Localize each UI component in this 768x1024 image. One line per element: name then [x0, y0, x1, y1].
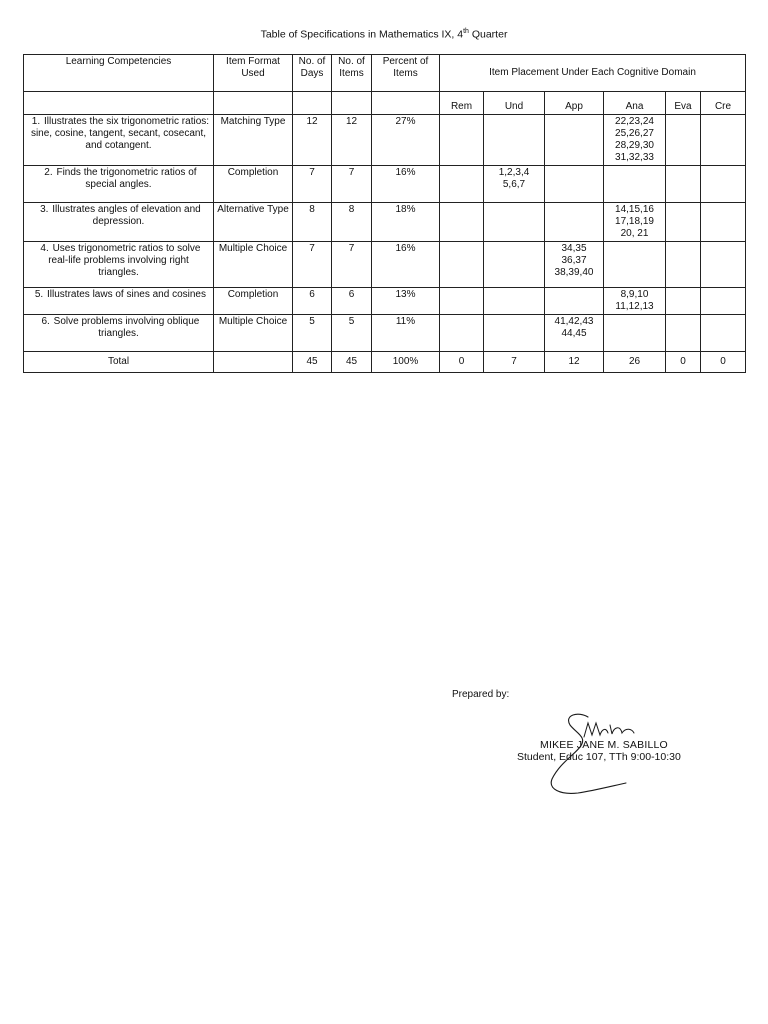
- item-format-cell: Multiple Choice: [214, 315, 293, 352]
- item-format-cell: Completion: [214, 166, 293, 203]
- cre-cell: [701, 288, 746, 315]
- percent-cell: 18%: [372, 203, 440, 242]
- rem-cell: [440, 288, 484, 315]
- total-label: Total: [24, 352, 214, 373]
- und-cell: [484, 315, 545, 352]
- app-cell: [545, 115, 604, 166]
- prepared-by-label: Prepared by:: [452, 689, 510, 700]
- app-cell: [545, 288, 604, 315]
- percent-cell: 11%: [372, 315, 440, 352]
- table-row: [24, 115, 746, 166]
- days-cell: 12: [293, 115, 332, 166]
- competency-cell: 5. Illustrates laws of sines and cosines: [24, 288, 214, 315]
- app-cell: 34,35 36,37 38,39,40: [545, 242, 604, 288]
- total-und: 7: [484, 352, 545, 373]
- competency-cell: 2. Finds the trigonometric ratios of special angles.: [24, 166, 214, 203]
- competency-cell: 4. Uses trigonometric ratios to solve real-life problems involving right triangles.: [24, 242, 214, 288]
- total-cre: 0: [701, 352, 746, 373]
- eva-cell: [666, 242, 701, 288]
- header-item-format: Item Format Used: [214, 55, 293, 92]
- table-row: [24, 315, 746, 352]
- subheader-blank: [293, 92, 332, 115]
- days-cell: 7: [293, 242, 332, 288]
- percent-cell: 13%: [372, 288, 440, 315]
- und-cell: 1,2,3,4 5,6,7: [484, 166, 545, 203]
- specifications-table: [23, 54, 746, 373]
- eva-cell: [666, 115, 701, 166]
- eva-cell: [666, 315, 701, 352]
- percent-cell: 27%: [372, 115, 440, 166]
- header-rem: Rem: [440, 92, 484, 115]
- item-format-cell: Multiple Choice: [214, 242, 293, 288]
- page-title: Table of Specifications in Mathematics IX, 4th Quarter: [260, 28, 508, 41]
- header-percent: Percent of Items: [372, 55, 440, 92]
- app-cell: [545, 203, 604, 242]
- und-cell: [484, 288, 545, 315]
- header-app: App: [545, 92, 604, 115]
- und-cell: [484, 203, 545, 242]
- total-app: 12: [545, 352, 604, 373]
- app-cell: 41,42,43 44,45: [545, 315, 604, 352]
- subheader-row: [24, 92, 746, 115]
- days-cell: 8: [293, 203, 332, 242]
- total-rem: 0: [440, 352, 484, 373]
- table-row: [24, 166, 746, 203]
- total-ana: 26: [604, 352, 666, 373]
- cre-cell: [701, 115, 746, 166]
- rem-cell: [440, 242, 484, 288]
- total-percent: 100%: [372, 352, 440, 373]
- subheader-blank: [214, 92, 293, 115]
- competency-cell: 1. Illustrates the six trigonometric ratios: sine, cosine, tangent, secant, cosecant, and cotangent.: [24, 115, 214, 166]
- header-days: No. of Days: [293, 55, 332, 92]
- items-cell: 7: [332, 242, 372, 288]
- total-eva: 0: [666, 352, 701, 373]
- days-cell: 5: [293, 315, 332, 352]
- rem-cell: [440, 203, 484, 242]
- und-cell: [484, 242, 545, 288]
- header-eva: Eva: [666, 92, 701, 115]
- rem-cell: [440, 315, 484, 352]
- ana-cell: 14,15,16 17,18,19 20, 21: [604, 203, 666, 242]
- percent-cell: 16%: [372, 166, 440, 203]
- preparer-name: MIKEE JANE M. SABILLO: [540, 739, 668, 751]
- app-cell: [545, 166, 604, 203]
- days-cell: 6: [293, 288, 332, 315]
- days-cell: 7: [293, 166, 332, 203]
- header-cognitive-domain: Item Placement Under Each Cognitive Domain: [440, 55, 746, 92]
- subheader-blank: [24, 92, 214, 115]
- ana-cell: [604, 315, 666, 352]
- rem-cell: [440, 166, 484, 203]
- item-format-cell: Matching Type: [214, 115, 293, 166]
- items-cell: 5: [332, 315, 372, 352]
- ana-cell: [604, 242, 666, 288]
- ana-cell: 8,9,10 11,12,13: [604, 288, 666, 315]
- cre-cell: [701, 166, 746, 203]
- percent-cell: 16%: [372, 242, 440, 288]
- subheader-blank: [332, 92, 372, 115]
- cre-cell: [701, 315, 746, 352]
- total-items: 45: [332, 352, 372, 373]
- cre-cell: [701, 242, 746, 288]
- eva-cell: [666, 203, 701, 242]
- items-cell: 6: [332, 288, 372, 315]
- ana-cell: 22,23,24 25,26,27 28,29,30 31,32,33: [604, 115, 666, 166]
- table-row: [24, 203, 746, 242]
- header-competencies: Learning Competencies: [24, 55, 214, 92]
- header-ana: Ana: [604, 92, 666, 115]
- ana-cell: [604, 166, 666, 203]
- eva-cell: [666, 166, 701, 203]
- cre-cell: [701, 203, 746, 242]
- competency-cell: 3. Illustrates angles of elevation and depression.: [24, 203, 214, 242]
- header-und: Und: [484, 92, 545, 115]
- total-days: 45: [293, 352, 332, 373]
- item-format-cell: Completion: [214, 288, 293, 315]
- item-format-cell: Alternative Type: [214, 203, 293, 242]
- rem-cell: [440, 115, 484, 166]
- table-row: [24, 288, 746, 315]
- header-row: [24, 55, 746, 92]
- header-cre: Cre: [701, 92, 746, 115]
- header-items: No. of Items: [332, 55, 372, 92]
- items-cell: 8: [332, 203, 372, 242]
- competency-cell: 6. Solve problems involving oblique triangles.: [24, 315, 214, 352]
- table-row: [24, 242, 746, 288]
- items-cell: 7: [332, 166, 372, 203]
- und-cell: [484, 115, 545, 166]
- preparer-role: Student, Educ 107, TTh 9:00-10:30: [517, 751, 681, 763]
- items-cell: 12: [332, 115, 372, 166]
- subheader-blank: [372, 92, 440, 115]
- eva-cell: [666, 288, 701, 315]
- total-format-blank: [214, 352, 293, 373]
- total-row: [24, 352, 746, 373]
